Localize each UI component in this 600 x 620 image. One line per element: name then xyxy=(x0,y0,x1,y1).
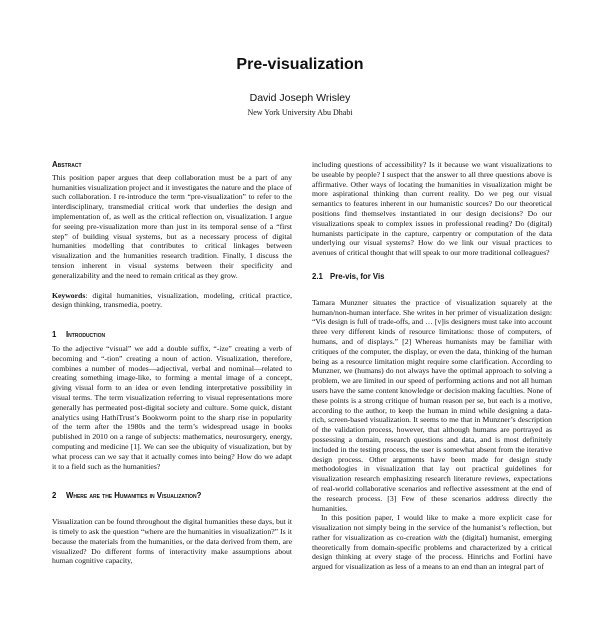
left-column xyxy=(52,160,292,566)
section2-text: Visualization can be found throughout the digital humanities these days, but it is timely to ask the question “where are the humanities in visualization?” Is it because the materials from the humanities, or the data derived from them, are visualized? Do different forms of interactivity make assumptions about human cognitive capacity, xyxy=(52,517,292,566)
keywords-label: Keywords xyxy=(52,290,86,300)
abstract-text: This position paper argues that deep collaboration must be a part of any humanities visualization project and it investigates the nature and the place of such collaboration. I re-introduce the term “pre-visualization” to refer to the interdisciplinary, transmedial critical work that underlies the design and implementation of, as well as the critical reflection on, visualization. I argue for seeing pre-visualization more than just in its temporal sense of a “first step” of building visual systems, but as a necessary process of digital humanities modelling that contributes to critical linkages between visualization and the humanities research tradition. Finally, I discuss the tension inherent in visual systems between their specificity and generalizability and the need to remain critical as they grow. xyxy=(52,172,292,280)
section-heading-introduction: 1 Introduction xyxy=(52,330,106,340)
subsection-heading-previs: 2.1 Pre-vis, for Vis xyxy=(312,271,385,281)
subsection-paragraph-1: Tamara Munzner situates the practice of visualization squarely at the human/non-human interface. She writes in her primer of visualization design: “Vis design is full of trade-offs, and … [v]is designers must take into account three very different kinds of resource limitations: those of computers, of humans, and of displays.” [2] Whereas humanists may be familiar with critiques of the computer, the display, or even the data, thinking of the human being as a resource limitation might require some clarification. According to Munzner, we (humans) do not always have the optimal approach to solving a problem, we are limited in our speed of performing actions and not all human users have the same content knowledge or decision making faculties. None of these points is a strong critique of human reason per se, but each is a motive, according to the author, to keep the human in mind while designing a data-rich, screen-based visualization. It seems to me that in Munzner’s description of the validation process, however, that although humans are portrayed as possessing a domain, research questions and data, and is most definitely included in the testing process, the user is somewhat absent from the iterative design process. Other arguments have been made for design study methodologies in visualization that lay out practical guidelines for visualization research emphasizing research literature reviews, expectations of real-world collaborative scenarios and reflective assessment at the end of the research process. [3] Few of these scenarios address directly the humanities. xyxy=(312,297,552,513)
keywords-text: : digital humanities, visualization, modeling, critical practice, design thinking, transmedia, poetry. xyxy=(52,290,292,310)
section2-continuation: including questions of accessibility? Is it because we want visualizations to be useable by people? I suspect that the answer to all three questions above is affirmative. Other ways of locating the humanities in visualization might be more aspirational thinking than current reality. Do we peg our visual semantics to features inherent in our humanistic sources? Do our theoretical positions find themselves instantiated in our design decisions? Do our visualizations speak to complex issues in professional reading? Do (digital) humanists participate in the capture, carpentry or computation of the data underlying our visual systems? How do we link our visual practices to avenues of critical thought that will speak to our more traditional colleagues? xyxy=(312,160,552,258)
keywords xyxy=(52,291,292,311)
subsection-paragraph-2: In this position paper, I would like to make a more explicit case for visualization not simply being in the service of the humanist’s reflection, but rather for visualization as co-creation with the (digital) humanist, emerging theoretically from domain-specific problems and characterized by a critical design thinking at every stage of the process. Hinrichs and Forlini have argued for visualization as less of a means to an end than an integral part of xyxy=(312,513,552,572)
author-name: David Joseph Wrisley xyxy=(249,92,351,104)
author-affiliation: New York University Abu Dhabi xyxy=(247,108,353,117)
abstract-heading: Abstract xyxy=(52,160,82,169)
right-column xyxy=(312,160,552,572)
introduction-text: To the adjective “visual” we add a double suffix, “-ize” creating a verb of becoming and “-tion” creating a noun of action. Visualization, therefore, combines a number of modes—adjectival, verbal and nominal—related to creating something image-like, to forming a mental image of a concept, giving visual form to an idea or even lending interpretative possibility in visual terms. The term visualization referring to visual representations more generally has permeated post-digital society and culture. Some quick, distant analytics using HathiTrust’s Bookworm point to the sharp rise in popularity of the term after the 1980s and the term’s widespread usage in books published in 2010 on a range of subjects: mathematics, neurosurgery, energy, computing and medicine [1]. We can see the ubiquity of visualization, but by what process can we say that it actually comes into being? How do we adapt it to a field such as the humanities? xyxy=(52,343,292,471)
section-heading-humanities: 2 Where are the Humanities in Visualization? xyxy=(52,491,202,501)
paper-title: Pre-visualization xyxy=(236,56,364,73)
